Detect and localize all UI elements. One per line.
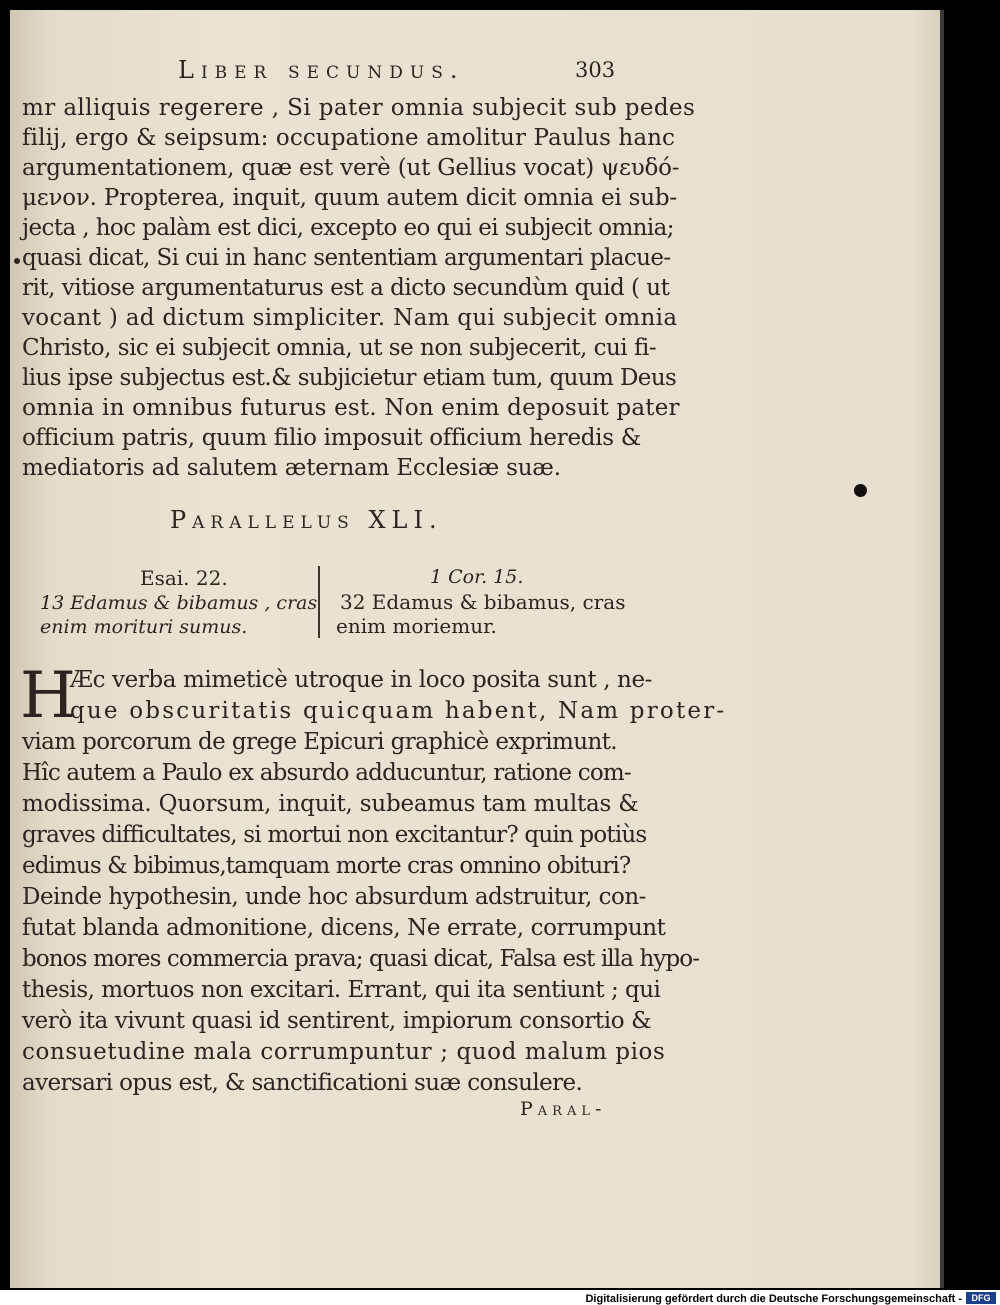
left-reference-line: enim morituri sumus. <box>40 616 248 638</box>
funding-notice: Digitalisierung gefördert durch die Deutsche Forschungsgemeinschaft - <box>585 1293 962 1305</box>
text-line: lius ipse subjectus est.& subjicietur etiam tum, quum Deus <box>22 365 677 391</box>
text-line: Deinde hypothesin, unde hoc absurdum adstruitur, con- <box>22 884 646 910</box>
text-line: argumentationem, quæ est verè (ut Gellius vocat) ψευδό- <box>22 155 680 181</box>
right-reference-title: 1 Cor. 15. <box>430 566 524 588</box>
text-line: Christo, sic ei subjecit omnia, ut se non subjecerit, cui fi- <box>22 335 657 361</box>
text-line: mr alliquis regerere , Si pater omnia subjecit sub pedes <box>22 95 696 121</box>
text-line: graves difficultates, si mortui non excitantur? quin potiùs <box>22 822 647 848</box>
text-line: verò ita vivunt quasi id sentirent, impiorum consortio & <box>22 1008 652 1034</box>
text-line: vocant ) ad dictum simpliciter. Nam qui subjecit omnia <box>22 305 678 331</box>
left-reference-title: Esai. 22. <box>140 566 228 590</box>
text-line: Hîc autem a Paulo ex absurdo adducuntur, ratione com- <box>22 760 631 786</box>
text-line: modissima. Quorsum, inquit, subeamus tam multas & <box>22 791 639 817</box>
text-line: consuetudine mala corrumpuntur ; quod malum pios <box>22 1039 666 1065</box>
text-line: aversari opus est, & sanctificationi suæ consulere. <box>22 1070 583 1096</box>
section-heading: Parallelus XLI. <box>170 506 443 534</box>
left-reference-line: 13 Edamus & bibamus , cras <box>40 592 318 614</box>
text-line: omnia in omnibus futurus est. Non enim deposuit pater <box>22 395 680 421</box>
ink-spot <box>854 484 867 497</box>
text-line: viam porcorum de grege Epicuri graphicè exprimunt. <box>22 729 618 755</box>
text-line: mediatoris ad salutem æternam Ecclesiæ suæ. <box>22 455 561 481</box>
text-line: que obscuritatis quicquam habent, Nam proter- <box>70 698 727 724</box>
text-line: filij, ergo & seipsum: occupatione amolitur Paulus hanc <box>22 125 676 151</box>
running-header-title: Liber secundus. <box>178 56 465 84</box>
page-number: 303 <box>575 58 616 82</box>
text-line: μενον. Propterea, inquit, quum autem dicit omnia ei sub- <box>22 185 677 211</box>
drop-cap: H <box>20 659 76 733</box>
text-line: futat blanda admonitione, dicens, Ne errate, corrumpunt <box>22 915 666 941</box>
text-line: jecta , hoc palàm est dici, excepto eo qui ei subjecit omnia; <box>22 215 674 241</box>
text-line: rit, vitiose argumentaturus est a dicto secundùm quid ( ut <box>22 275 670 301</box>
text-line: thesis, mortuos non excitari. Errant, qui ita sentiunt ; qui <box>22 977 661 1003</box>
catchword: Paral- <box>520 1098 607 1120</box>
text-line: edimus & bibimus,tamquam morte cras omnino obituri? <box>22 853 631 879</box>
dfg-logo: DFG <box>966 1292 996 1304</box>
text-line: officium patris, quum filio imposuit officium heredis & <box>22 425 641 451</box>
right-reference-line: 32 Edamus & bibamus, cras <box>340 590 626 614</box>
page-edge-shadow <box>940 10 944 1288</box>
column-divider <box>318 566 320 638</box>
text-line: quasi dicat, Si cui in hanc sententiam argumentari placue- <box>22 245 671 271</box>
right-reference-line: enim moriemur. <box>336 614 497 638</box>
text-line: bonos mores commercia prava; quasi dicat, Falsa est illa hypo- <box>22 946 700 972</box>
margin-mark <box>14 258 20 264</box>
text-line: Æc verba mimeticè utroque in loco posita sunt , ne- <box>70 667 653 693</box>
